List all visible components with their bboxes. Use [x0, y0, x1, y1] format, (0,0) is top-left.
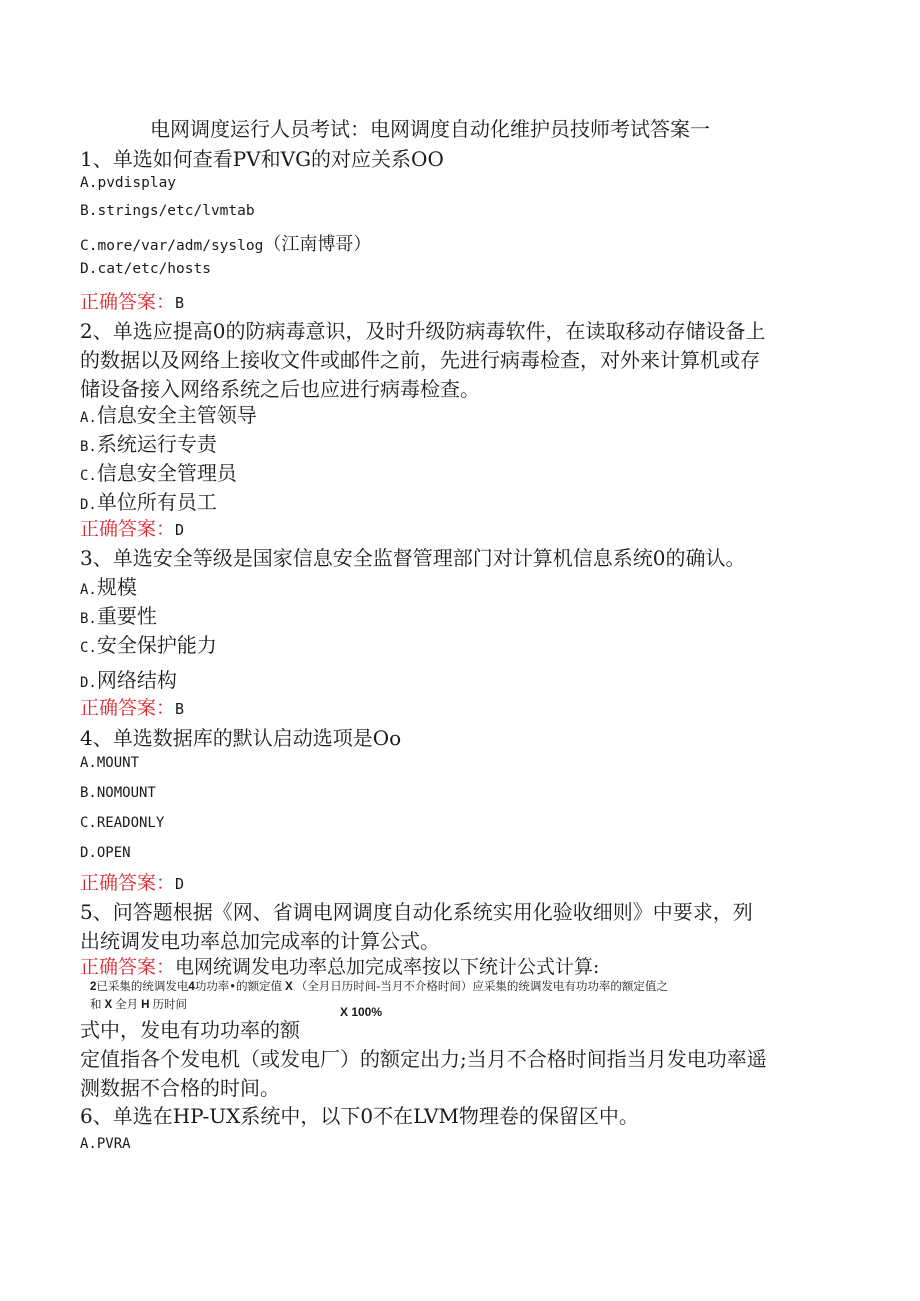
q1-option-c-text: C.more/var/adm/syslog — [80, 238, 264, 254]
q4-answer — [80, 868, 184, 895]
q2-option-c — [80, 457, 237, 486]
option-letter: B. — [80, 611, 97, 627]
option-letter: C. — [80, 640, 97, 656]
formula-text: （全月日历时间-当月不介格时间）应采集的统调发电有功功率的额定值之 — [295, 979, 668, 993]
answer-value: B — [175, 700, 185, 718]
option-text: 信息安全管理员 — [96, 461, 237, 485]
question-5-line-1: 5、问答题根据《网、省调电网调度自动化系统实用化验收细则》中要求，列 — [80, 900, 753, 924]
option-text: 重要性 — [96, 604, 157, 628]
answer-value: D — [175, 875, 185, 893]
question-2-line-1: 2、单选应提高0的防病毒意识，及时升级防病毒软件，在读取移动存储设备上 — [80, 319, 766, 343]
q5-tail-line-2: 定值指各个发电机（或发电厂）的额定出力;当月不合格时间指当月发电功率遥 — [80, 1047, 767, 1071]
formula-token: H — [141, 999, 150, 1011]
option-text: 网络结构 — [96, 668, 177, 692]
question-3: 3、单选安全等级是国家信息安全监督管理部门对计算机信息系统0的确认。 — [80, 546, 746, 570]
answer-value: D — [175, 521, 185, 539]
q1-option-d: D.cat/etc/hosts — [80, 261, 211, 277]
answer-label: 正确答案： — [80, 291, 176, 313]
option-text: 信息安全主管领导 — [96, 403, 257, 427]
option-letter: D. — [80, 497, 97, 513]
q3-answer — [80, 693, 184, 720]
question-2-line-3: 储设备接入网络系统之后也应进行病毒检查。 — [80, 377, 480, 401]
answer-label: 正确答案： — [80, 518, 176, 540]
q5-tail-line-3: 测数据不合格的时间。 — [80, 1076, 280, 1100]
option-letter: B. — [80, 439, 97, 455]
q2-option-b — [80, 428, 217, 457]
option-letter: A. — [80, 410, 97, 426]
formula-text: 全月 — [115, 997, 139, 1011]
q2-option-d — [80, 486, 217, 515]
formula-token: 4 — [188, 981, 195, 993]
q2-answer — [80, 514, 184, 541]
question-1: 1、单选如何查看PV和VG的对应关系OO — [80, 147, 444, 171]
q6-option-a: A.PVRA — [80, 1136, 131, 1152]
q4-option-d: D.OPEN — [80, 845, 131, 861]
q1-option-b: B.strings/etc/lvmtab — [80, 203, 255, 219]
formula-token: X — [104, 999, 113, 1011]
formula-token: X — [285, 981, 293, 993]
q5-answer — [80, 952, 599, 979]
q3-option-a — [80, 571, 137, 600]
q4-option-c: C.READONLY — [80, 815, 165, 831]
q3-option-d — [80, 664, 177, 693]
answer-label: 正确答案： — [80, 697, 176, 719]
q3-option-b — [80, 600, 157, 629]
option-text: 系统运行专责 — [96, 432, 217, 456]
formula-line-1 — [90, 978, 668, 994]
option-text: 规模 — [96, 575, 137, 599]
q1-answer — [80, 287, 184, 314]
answer-label: 正确答案： — [80, 872, 176, 894]
question-6: 6、单选在HP-UX系统中，以下0不在LVM物理卷的保留区中。 — [80, 1104, 639, 1128]
q2-option-a — [80, 399, 257, 428]
option-text: 安全保护能力 — [96, 633, 217, 657]
q4-option-b: B.NOMOUNT — [80, 785, 156, 801]
q4-option-a: A.MOUNT — [80, 755, 140, 771]
question-4: 4、单选数据库的默认启动选项是Oo — [80, 726, 402, 750]
formula-text: 已采集的统调发电 — [96, 979, 189, 993]
q1-option-a: A.pvdisplay — [80, 175, 177, 191]
formula-line-2 — [90, 996, 187, 1012]
page-title: 电网调度运行人员考试：电网调度自动化维护员技师考试答案一 — [150, 117, 710, 141]
formula-text: 历时间 — [152, 997, 187, 1011]
q1-option-c — [80, 230, 371, 256]
q5-tail-line-1: 式中，发电有功功率的额 — [80, 1018, 300, 1042]
option-letter: D. — [80, 675, 97, 691]
option-letter: C. — [80, 468, 97, 484]
q1-option-c-suffix: （江南博哥） — [263, 234, 372, 255]
q3-option-c — [80, 629, 217, 658]
question-2-line-2: 的数据以及网络上接收文件或邮件之前，先进行病毒检查，对外来计算机或存 — [80, 348, 760, 372]
option-letter: A. — [80, 582, 97, 598]
answer-text: 电网统调发电功率总加完成率按以下统计公式计算: — [175, 956, 600, 978]
option-text: 单位所有员工 — [96, 490, 217, 514]
formula-text: 功功率•的额定值 — [194, 979, 283, 993]
answer-label: 正确答案： — [80, 956, 176, 978]
formula-text: 和 — [90, 997, 102, 1011]
answer-value: B — [175, 294, 185, 312]
formula-percent: X 100% — [340, 1005, 383, 1019]
formula-token: 2 — [90, 981, 97, 993]
question-5-line-2: 出统调发电功率总加完成率的计算公式。 — [80, 929, 440, 953]
